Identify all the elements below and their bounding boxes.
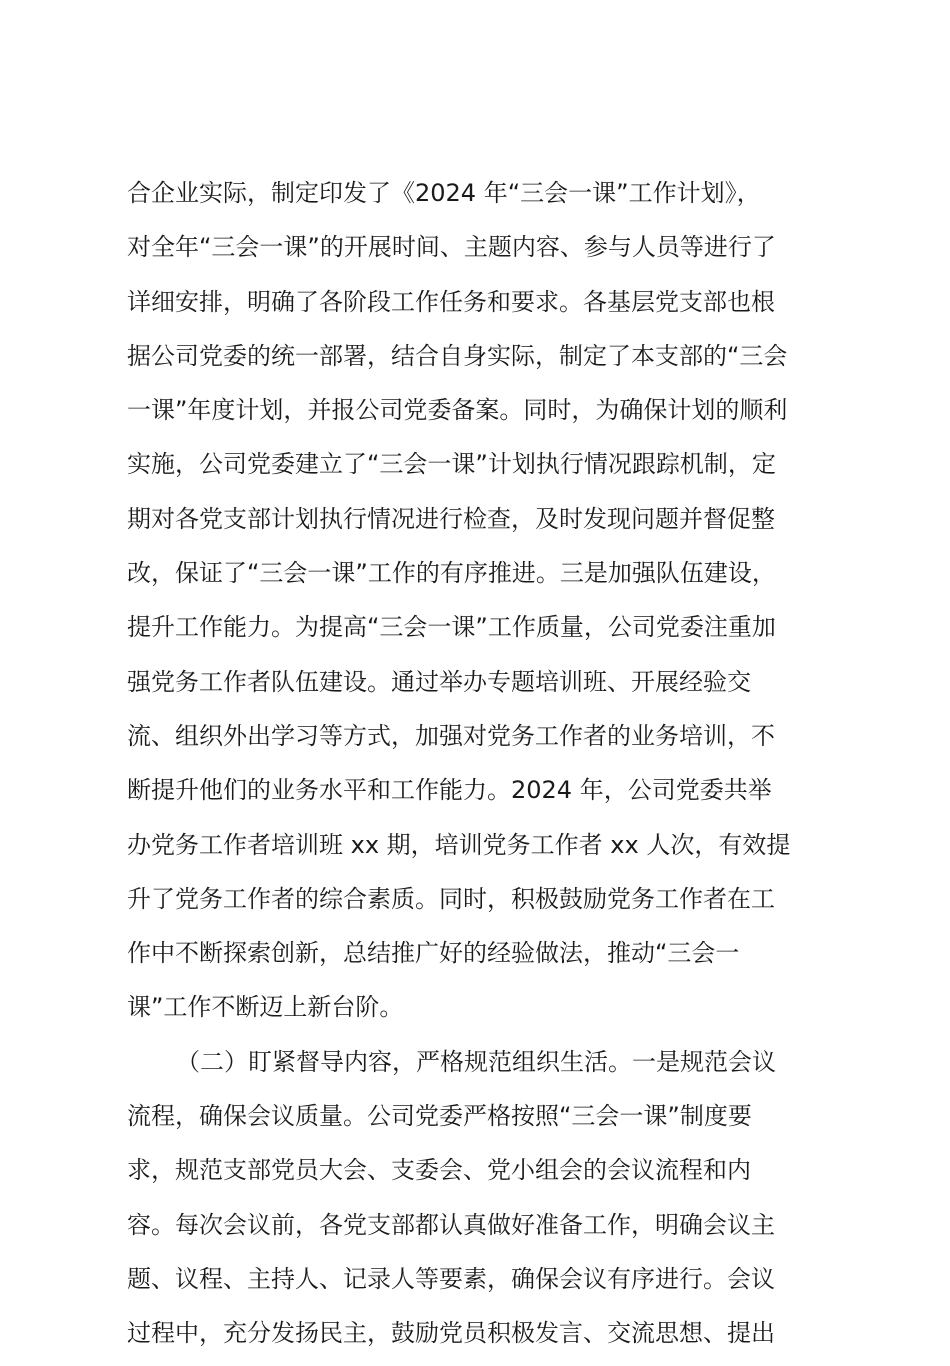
text-line: 作中不断探索创新，总结推广好的经验做法，推动“三会一 <box>127 939 740 968</box>
text-line: 办党务工作者培训班 xx 期，培训党务工作者 xx 人次，有效提 <box>127 830 791 859</box>
text-line: 期对各党支部计划执行情况进行检查，及时发现问题并督促整 <box>127 504 775 533</box>
text-line: 提升工作能力。为提高“三会一课”工作质量，公司党委注重加 <box>127 613 776 642</box>
text-line: 流程，确保会议质量。公司党委严格按照“三会一课”制度要 <box>127 1102 752 1131</box>
text-line: 升了党务工作者的综合素质。同时，积极鼓励党务工作者在工 <box>127 884 775 913</box>
text-line: 一课”年度计划，并报公司党委备案。同时，为确保计划的顺利 <box>127 396 788 425</box>
text-line: 题、议程、主持人、记录人等要素，确保会议有序进行。会议 <box>127 1264 775 1293</box>
text-line: 实施，公司党委建立了“三会一课”计划执行情况跟踪机制，定 <box>127 450 776 479</box>
text-line: 课”工作不断迈上新台阶。 <box>127 993 404 1022</box>
text-line: 求，规范支部党员大会、支委会、党小组会的会议流程和内 <box>127 1156 751 1185</box>
text-line: 断提升他们的业务水平和工作能力。2024 年，公司党委共举 <box>127 776 772 805</box>
text-line: 改，保证了“三会一课”工作的有序推进。三是加强队伍建设， <box>127 559 776 588</box>
text-line: 详细安排，明确了各阶段工作任务和要求。各基层党支部也根 <box>127 287 775 316</box>
section-heading-line: （二）盯紧督导内容，严格规范组织生活。一是规范会议 <box>176 1047 776 1076</box>
text-line: 对全年“三会一课”的开展时间、主题内容、参与人员等进行了 <box>127 233 776 262</box>
text-line: 流、组织外出学习等方式，加强对党务工作者的业务培训，不 <box>127 721 775 750</box>
text-line: 容。每次会议前，各党支部都认真做好准备工作，明确会议主 <box>127 1210 775 1239</box>
text-line: 过程中，充分发扬民主，鼓励党员积极发言、交流思想、提出 <box>127 1319 775 1348</box>
text-line: 强党务工作者队伍建设。通过举办专题培训班、开展经验交 <box>127 667 751 696</box>
text-line: 据公司党委的统一部署，结合自身实际，制定了本支部的“三会 <box>127 341 788 370</box>
document-body <box>127 171 847 1366</box>
text-line: 合企业实际，制定印发了《2024 年“三会一课”工作计划》， <box>127 179 761 207</box>
